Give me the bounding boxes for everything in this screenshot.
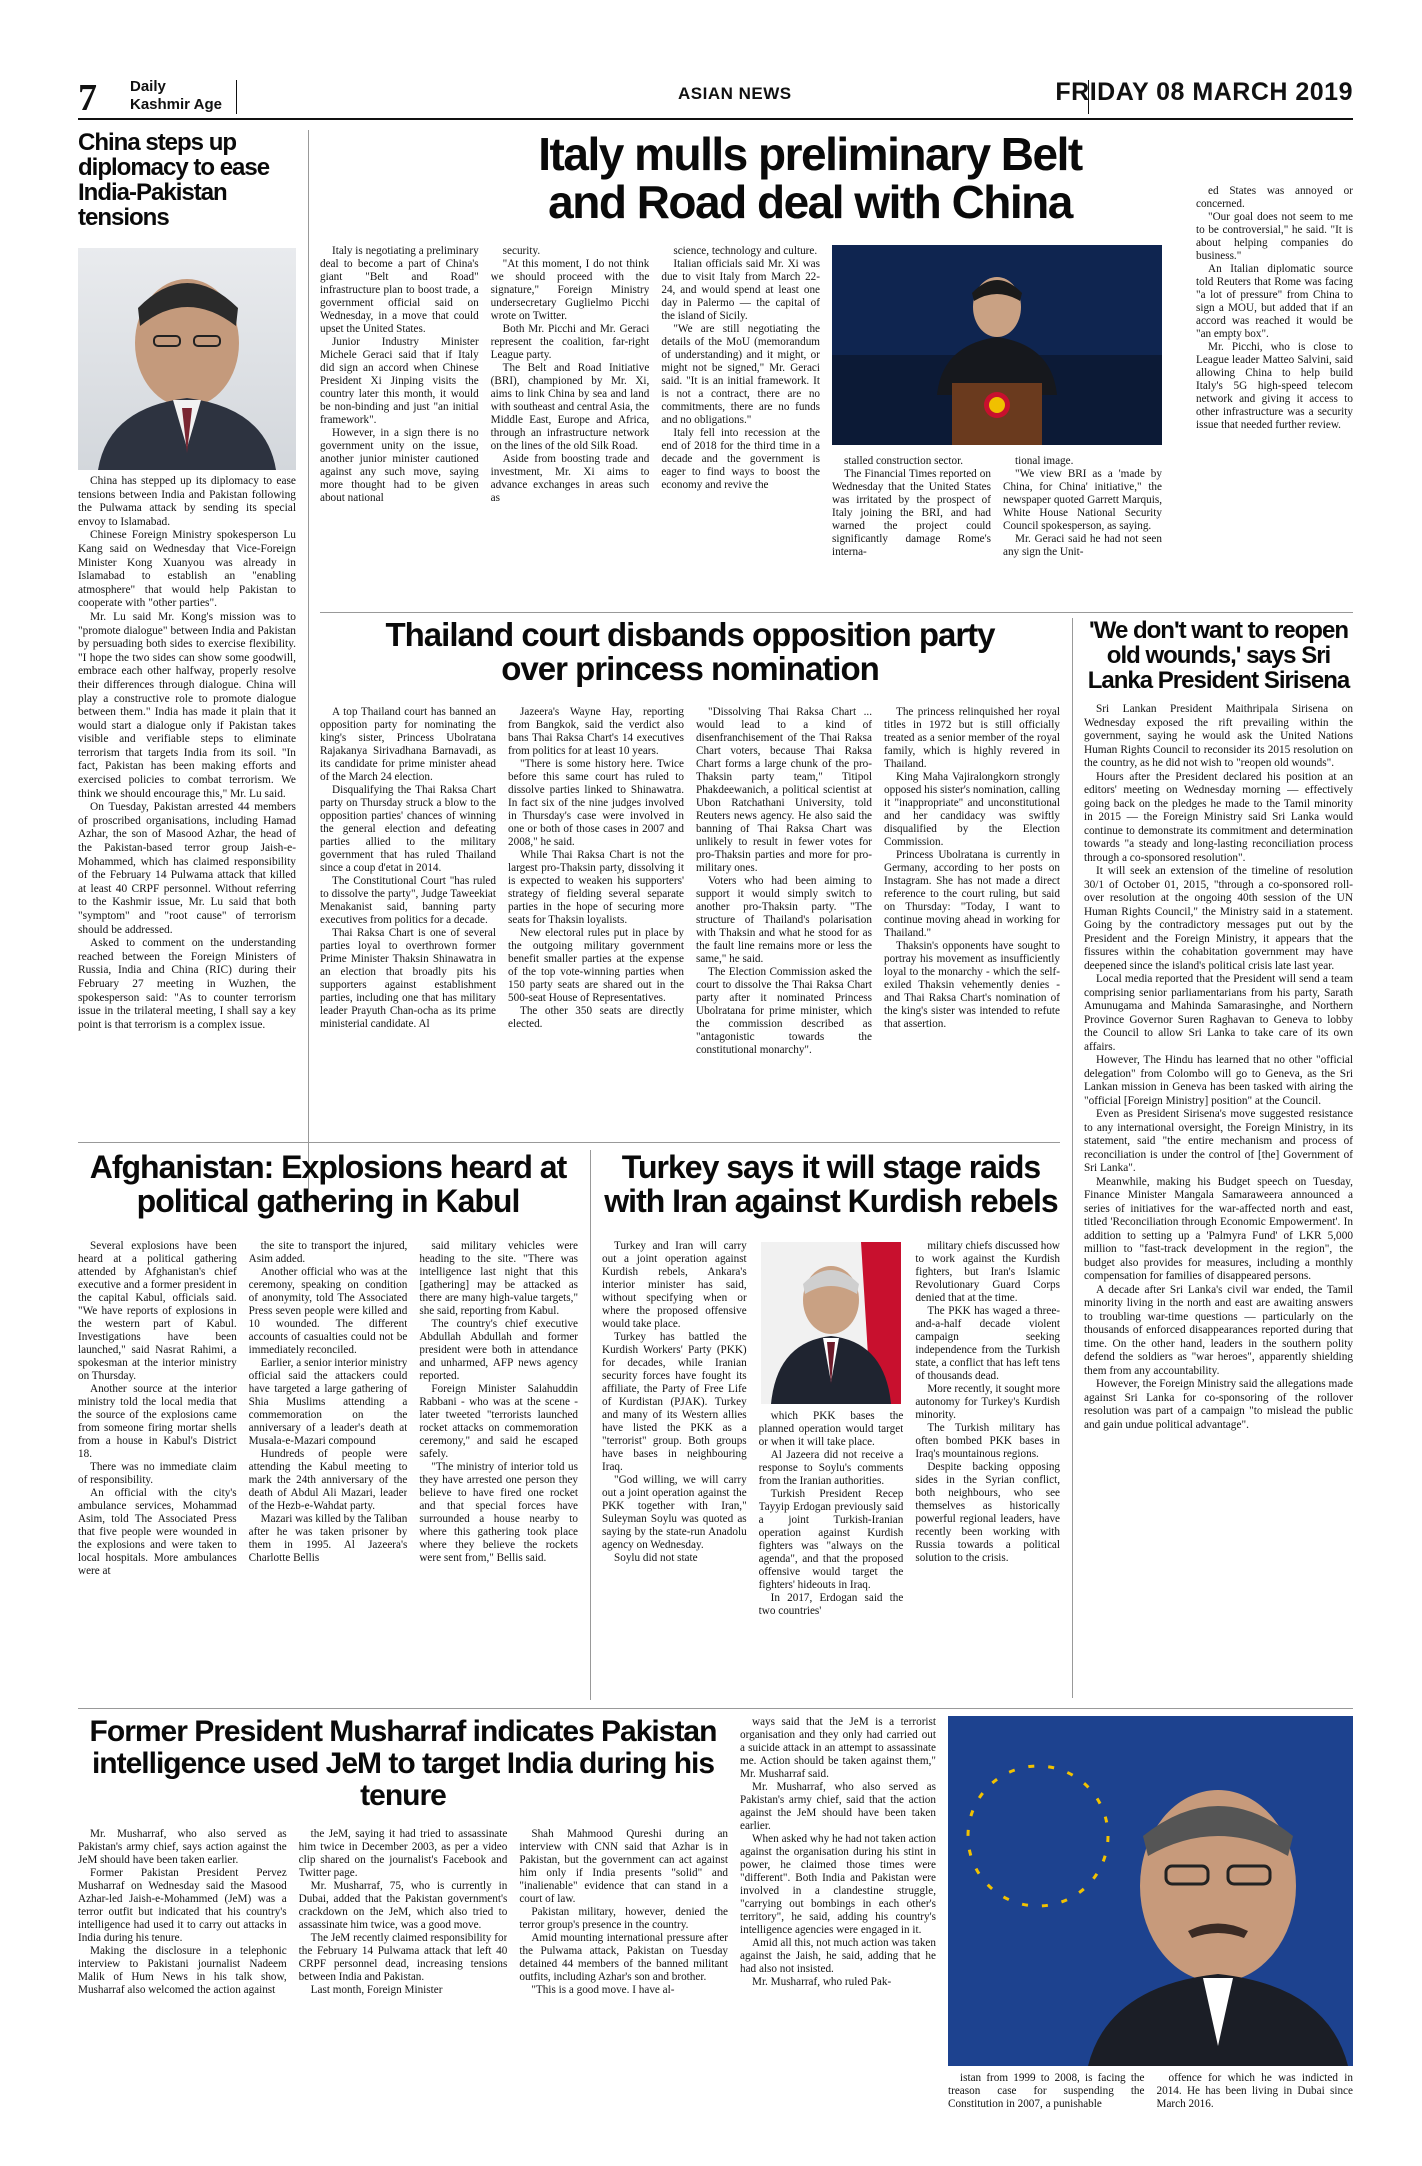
paragraph: The princess relinquished her royal titles in 1972 but is still officially treated as a senior member of the royal family, which is highly revered in Thailand. bbox=[884, 706, 1060, 770]
paragraph: Italian officials said Mr. Xi was due to visit Italy from March 22-24, and would spend at least one day in Palermo — the capital of the island of Sicily. bbox=[661, 258, 821, 322]
paragraph: Al Jazeera did not receive a response to Soylu's comments from the Iranian authorities. bbox=[758, 1449, 904, 1487]
musharraf-column-3 bbox=[519, 1828, 728, 2133]
masthead bbox=[78, 74, 1353, 120]
paragraph: security. bbox=[502, 245, 541, 257]
afghanistan-column-2 bbox=[249, 1240, 408, 1695]
paragraph: Asked to comment on the understanding reached between the Foreign Ministers of Russia, India and China (RIC) during their February 27 meeting in Wuzhen, the spokesperson said: "As to counter terrorism issue in the trilateral meeting, I shall say a key point is that terrorism is a complex issue. bbox=[78, 937, 296, 1031]
paragraph: Meanwhile, making his Budget speech on Tuesday, Finance Minister Mangala Samaraweera announced a series of initiatives for the war-affected north and east, titled 'Reconciliation through Economic Empowerment'. In addition to setting up a 'Palmyra Fund' of LKR 5,000 million to "fast-track development in the region", the budget also provides for measures, including a monthly compensation for families of disappeared persons. bbox=[1084, 1175, 1353, 1282]
thailand-column-3 bbox=[696, 706, 872, 1131]
paragraph: Several explosions have been heard at a political gathering attended by Afghanistan's chief executive and a former president in the capital Kabul, officials said. "We have reports of explosions in the western part of Kabul. Investigations have been launched," said Nasrat Rahimi, a spokesman at the interior ministry on Thursday. bbox=[78, 1240, 237, 1382]
photo-musharraf bbox=[948, 1716, 1353, 2066]
story-china-body bbox=[78, 475, 296, 1210]
paragraph: offence for which he was indicted in 2014. He has been living in Dubai since March 2016. bbox=[1156, 2072, 1353, 2110]
paragraph: Mr. Musharraf, 75, who is currently in Dubai, added that the Pakistan government's crackdown on the JeM, which also tried to assassinate him twice, was a good move. bbox=[298, 1880, 508, 1931]
paragraph: The JeM recently claimed responsibility for the February 14 Pulwama attack that left 40 CRPF personnel dead, increasing tensions between India and Pakistan. bbox=[298, 1932, 508, 1983]
paragraph: "God willing, we will carry out a joint operation against the PKK together with Iran," Suleyman Soylu was quoted as saying by the state-run Anadolu agency on Wednesday. bbox=[602, 1474, 747, 1551]
page-number: 7 bbox=[78, 77, 97, 119]
paragraph: Amid all this, not much action was taken against the Jaish, he said, adding that he had also not insisted. bbox=[740, 1937, 936, 1975]
headline-musharraf: Former President Musharraf indicates Pakistan intelligence used JeM to target India during his tenure bbox=[89, 1715, 717, 1812]
paragraph: The Financial Times reported on Wednesday that the United States was irritated by the prospect of Italy joining the BRI, and had warned the project could significantly damage Rome's interna- bbox=[832, 468, 991, 558]
paper-name-line2: Kashmir Age bbox=[130, 96, 222, 113]
masthead-separator bbox=[236, 80, 237, 114]
afghanistan-column-1 bbox=[78, 1240, 237, 1695]
paragraph: Junior Industry Minister Michele Geraci said that if Italy did sign an accord when Chinese President Xi Jinping visits the country later this month, it would be non-binding and just "an initial framework". bbox=[320, 336, 479, 426]
section-rule bbox=[78, 1708, 1353, 1709]
paper-name-line1: Daily bbox=[130, 78, 166, 95]
paragraph: Former Pakistan President Pervez Musharraf on Wednesday said the Masood Azhar-led Jaish-e-Mohammed (JeM) was a terror outfit but indicated that his country's intelligence had used it to carry out attacks in India during his tenure. bbox=[78, 1867, 287, 1944]
paragraph: King Maha Vajiralongkorn strongly opposed his sister's nomination, calling it "inappropriate" and unconstitutional and her candidacy was swiftly disqualified by the Election Commission. bbox=[884, 771, 1060, 848]
paragraph: On Tuesday, Pakistan arrested 44 members of proscribed organisations, including Hamad Azhar, the son of Masood Azhar, the head of the Pakistan-based terror group Jaish-e-Mohammed, which has claimed responsibility of the February 14 Pulwama attack that killed at least 40 CRPF personnel. Without referring to the Kashmir issue, Mr. Lu said that both "symptom" and "root cause" of terrorism should be addressed. bbox=[78, 801, 296, 936]
story-srilanka bbox=[1084, 618, 1353, 1698]
paragraph: Disqualifying the Thai Raksa Chart party on Thursday struck a blow to the opposition parties' chances of winning the general election and defeating parties allied to the military government that has ruled Thailand since a coup d'etat in 2014. bbox=[320, 784, 496, 874]
paragraph: Local media reported that the President will send a team comprising senior parliamentarians from his party, Sarath Amunugama and Mahinda Samarasinghe, and Northern Province Governor Suren Raghavan to Geneva to lobby the Council to allow Sri Lanka to take care of its own affairs. bbox=[1084, 973, 1353, 1053]
paragraph: istan from 1999 to 2008, is facing the treason case for suspending the Constitution in 2007, a punishable bbox=[948, 2072, 1145, 2110]
thailand-column-2 bbox=[508, 706, 684, 1131]
headline-afghanistan: Afghanistan: Explosions heard at political gathering in Kabul bbox=[89, 1149, 567, 1219]
paragraph: Despite backing opposing sides in the Syrian conflict, both neighbours, who see themselves as historically powerful regional leaders, have recently been working with Russia towards a political solution to the crisis. bbox=[915, 1461, 1061, 1564]
column-rule bbox=[308, 130, 309, 1210]
paragraph: Another source at the interior ministry told the local media that the source of the explosions came from someone firing mortar shells from a house in Kabul's District 18. bbox=[78, 1383, 237, 1460]
paragraph: The Election Commission asked the court to dissolve the Thai Raksa Chart party after it nominated Princess Ubolratana for prime minister, which the commission described as "antagonistic towards the constitutional monarchy". bbox=[696, 966, 872, 1056]
afghanistan-column-3 bbox=[419, 1240, 578, 1695]
china-body-column bbox=[78, 475, 296, 1210]
musharraf-column-6 bbox=[1157, 2072, 1354, 2133]
paragraph: ed States was annoyed or concerned. bbox=[1196, 185, 1353, 210]
paragraph: Mr. Musharraf, who ruled Pak- bbox=[752, 1976, 892, 1988]
portrait-icon bbox=[948, 1716, 1353, 2066]
italy-column-1 bbox=[320, 245, 479, 605]
paragraph: "This is a good move. I have al- bbox=[531, 1984, 675, 1996]
paragraph: Another official who was at the ceremony, speaking on condition of anonymity, told The Associated Press seven people were killed and 10 wounded. The different accounts of casualties could not be immediately reconciled. bbox=[248, 1266, 408, 1356]
paragraph: China has stepped up its diplomacy to ease tensions between India and Pakistan following the Pulwama attack by sending its special envoy to Islamabad. bbox=[78, 475, 296, 528]
paragraph: which PKK bases the planned operation would target or when it will take place. bbox=[758, 1410, 904, 1448]
portrait-icon bbox=[761, 1242, 901, 1404]
italy-column-4 bbox=[832, 455, 991, 605]
paragraph: said military vehicles were heading to the site. "There was intelligence last night that this [gathering] may be attacked as there are many high-value targets," she said, reporting from Kabul. bbox=[419, 1240, 579, 1317]
paragraph: Mr. Musharraf, who also served as Pakistan's army chief, said that the action against the JeM should have been taken earlier. bbox=[740, 1781, 936, 1832]
paragraph: More recently, it sought more autonomy for Turkey's Kurdish minority. bbox=[915, 1383, 1061, 1421]
paragraph: Mr. Picchi, who is close to League leader Matteo Salvini, said allowing China to help build Italy's 5G high-speed telecom network and giving it access to other infrastructure was a security issue that needed further review. bbox=[1196, 341, 1353, 431]
portrait-icon bbox=[78, 248, 296, 470]
headline-china: China steps up diplomacy to ease India-Pakistan tensions bbox=[78, 129, 270, 231]
paragraph: Princess Ubolratana is currently in Germany, according to her posts on Instagram. She has not made a direct reference to the court ruling, but said on Thursday: "Today, I want to continue moving ahead in working for Thailand." bbox=[884, 849, 1060, 939]
musharraf-column-1 bbox=[78, 1828, 287, 2133]
paragraph: "There is some history here. Twice before this same court has ruled to dissolve parties linked to Shinawatra. In fact six of the nine judges involved in Thursday's case were involved in one or both of those cases in 2007 and 2008," he said. bbox=[508, 758, 684, 848]
paragraph: The country's chief executive Abdullah Abdullah and former president were both in attendance and unharmed, AFP news agency reported. bbox=[419, 1318, 579, 1382]
paragraph: Mr. Musharraf, who also served as Pakistan's army chief, says action against the JeM should have been taken earlier. bbox=[78, 1828, 287, 1866]
section-label: ASIAN NEWS bbox=[678, 84, 792, 103]
paragraph: ways said that the JeM is a terrorist organisation and they only had carried out a suicide attack in an attempt to assassinate me. Action should be taken against them," Mr. Musharraf said. bbox=[740, 1716, 936, 1780]
paragraph: Both Mr. Picchi and Mr. Geraci represent the coalition, far-right League party. bbox=[490, 323, 650, 361]
paragraph: Turkish President Recep Tayyip Erdogan previously said a joint Turkish-Iranian operation against Kurdish fighters was "always on the agenda", and that the proposed offensive would target the fighters' hideouts in Iraq. bbox=[758, 1488, 904, 1591]
paragraph: Earlier, a senior interior ministry official said the attackers could have targeted a large gathering of Shia Muslims attending a commemoration on the anniversary of a leader's death at Musala-e-Mazari compound bbox=[248, 1357, 408, 1447]
paragraph: Mr. Geraci said he had not seen any sign the Unit- bbox=[1003, 533, 1162, 558]
paragraph: The other 350 seats are directly elected. bbox=[508, 1005, 684, 1030]
photo-xi-jinping bbox=[832, 245, 1162, 445]
paragraph: Chinese Foreign Ministry spokesperson Lu Kang said on Wednesday that Vice-Foreign Minister Kong Xuanyou was already in Islamabad to establish an "enabling atmosphere" that would help Pakistan to cooperate with "other parties". bbox=[78, 529, 296, 610]
paragraph: The Constitutional Court "has ruled to dissolve the party", Judge Taweekiat Menakanist said, banning party executives from politics for a decade. bbox=[320, 875, 496, 926]
paragraph: Foreign Minister Salahuddin Rabbani - who was at the scene - later tweeted "terrorists launched rocket attacks on commemoration ceremony," and said he escaped safely. bbox=[419, 1383, 579, 1460]
turkey-column-3 bbox=[915, 1240, 1060, 1695]
paragraph: However, in a sign there is no government unity on the issue, another junior minister cautioned against any such move, saying more thought had to be given about national bbox=[320, 427, 479, 504]
photo-podium-icon bbox=[832, 245, 1162, 445]
paragraph: A decade after Sri Lanka's civil war ended, the Tamil minority living in the north and east are awaiting answers to troubling war-time questions — particularly on the thousands of enforced disappearances reported during that time. On the other hand, leaders in the southern polity defend the soldiers as "war heroes", apparently shielding them from any accountability. bbox=[1084, 1283, 1353, 1377]
paragraph: There was no immediate claim of responsibility. bbox=[78, 1461, 237, 1486]
paragraph: stalled construction sector. bbox=[844, 455, 963, 467]
story-afghanistan bbox=[78, 1150, 578, 1700]
paragraph: In 2017, Erdogan said the two countries' bbox=[758, 1592, 904, 1617]
paragraph: science, technology and culture. bbox=[673, 245, 818, 257]
italy-column-2 bbox=[491, 245, 650, 605]
paragraph: "At this moment, I do not think we should proceed with the signature," Foreign Ministry undersecretary Guglielmo Picchi wrote on Twitter. bbox=[490, 258, 650, 322]
paragraph: Jazeera's Wayne Hay, reporting from Bangkok, said the verdict also bans Thai Raksa Chart's 14 executives from politics for at least 10 years. bbox=[508, 706, 684, 757]
paper-name bbox=[130, 78, 222, 114]
issue-date: FRIDAY 08 MARCH 2019 bbox=[1055, 78, 1353, 106]
paragraph: The Turkish military has often bombed PKK bases in Iraq's mountainous regions. bbox=[915, 1422, 1061, 1460]
paragraph: Thai Raksa Chart is one of several parties loyal to overthrown former Prime Minister Thaksin Shinawatra in an election that broadly pits his supporters against establishment parties, including one that has military leader Prayuth Chan-ocha as its prime ministerial candidate. Al bbox=[320, 927, 496, 1030]
section-rule bbox=[320, 612, 1353, 613]
paragraph: the JeM, saying it had tried to assassinate him twice in December 2003, as per a video clip shared on the journalist's Facebook and Twitter page. bbox=[298, 1828, 508, 1879]
paragraph: "We are still negotiating the details of the MoU (memorandum of understanding) and it might, or might not be signed," Mr. Geraci said. "It is an initial framework. It is not a contract, there are no commitments, there are no funds and no obligations." bbox=[661, 323, 821, 426]
paragraph: Soylu did not state bbox=[614, 1552, 698, 1564]
story-italy bbox=[320, 130, 1353, 610]
musharraf-column-2 bbox=[299, 1828, 508, 2133]
paragraph: Thaksin's opponents have sought to portray his movement as insufficiently loyal to the monarchy - which the self-exiled Thaksin vehemently denies - and Thai Raksa Chart's nomination of the king's sister was intended to refute that assertion. bbox=[884, 940, 1060, 1030]
paragraph: "We view BRI as a 'made by China, for China' initiative," the newspaper quoted Garrett Marquis, White House National Security Council spokesperson, as saying. bbox=[1003, 468, 1162, 532]
paragraph: Voters who had been aiming to support it would simply switch to another pro-Thaksin party. "The structure of Thailand's polarisation with Thaksin and what he stood for as the fault line remains more or less the same," he said. bbox=[696, 875, 872, 965]
paragraph: Mr. Lu said Mr. Kong's mission was to "promote dialogue" between India and Pakistan by persuading both sides to exercise flexibility. "I hope the two sides can show some goodwill, embrace each other halfway, properly resolve their differences through dialogue. China will play a constructive role to promote dialogue between them." India has made it plain that it would start a dialogue only if Pakistan takes visible and verifiable steps to eliminate terrorism that targets India from its soil. "In fact, Pakistan has been making efforts and exercised policies to combat terrorism. We think we should encourage this," Mr. Lu said. bbox=[78, 610, 296, 800]
paragraph: "The ministry of interior told us they have arrested one person they believe to have fired one rocket and that special forces have surrounded a house nearby to where this gathering took place where they believe the rockets were sent from," Bellis said. bbox=[419, 1461, 579, 1564]
paragraph: Turkey and Iran will carry out a joint operation against Kurdish rebels, Ankara's interior minister has said, without specifying when or where the proposed offensive would take place. bbox=[602, 1240, 747, 1330]
paragraph: An Italian diplomatic source told Reuters that Rome was facing "a lot of pressure" from China to sign a MOU, but added that if an accord was reached it would be "an empty box". bbox=[1196, 263, 1353, 340]
paragraph: It will seek an extension of the timeline of resolution 30/1 of October 01, 2015, "through a co-sponsored roll-over resolution at the ongoing 40th session of the UN Human Rights Council," the Ministry said in a statement. Going by the contradictory messages put out by the President and the Foreign Ministry, it appears that the fissures within the cohabitation government may have deepened since the island's political crisis late last year. bbox=[1084, 865, 1353, 972]
paragraph: Hours after the President declared his position at an editors' meeting on Wednesday morning — effectively going back on the pledges he made to the Tamil minority in 2015 — the Foreign Ministry said Sri Lanka would continue to demonstrate its commitment and determination towards "a steady and long-lasting reconciliation process through a co-sponsored resolution". bbox=[1084, 770, 1353, 864]
italy-column-5 bbox=[1003, 455, 1162, 605]
paragraph: military chiefs discussed how to work against the Kurdish fighters, but Iran's Islamic Revolutionary Guard Corps denied that at the time. bbox=[915, 1240, 1061, 1304]
paragraph: However, the Foreign Ministry said the allegations made against Sri Lanka for co-sponsoring of the rollover resolution was part of a campaign "to mislead the public and gain undue political advantage". bbox=[1084, 1378, 1353, 1431]
story-thailand bbox=[320, 618, 1060, 1138]
paragraph: Turkey has battled the Kurdish Workers' Party (PKK) for decades, while Iranian security forces have fought its affiliate, the Party of Free Life of Kurdistan (PJAK). Turkey and many of its Western allies have listed the PKK as a "terrorist" group. Both groups have bases in neighbouring Iraq. bbox=[602, 1331, 747, 1473]
paragraph: While Thai Raksa Chart is not the largest pro-Thaksin party, dissolving it is expected to weaken his supporters' strategy of fielding several separate parties in the hope of securing more seats for Thaksin loyalists. bbox=[508, 849, 684, 926]
musharraf-column-5 bbox=[948, 2072, 1145, 2133]
paragraph: A top Thailand court has banned an opposition party for nominating the king's sister, Princess Ubolratana Rajakanya Sirivadhana Barnavadi, as its candidate for prime minister ahead of the March 24 election. bbox=[320, 706, 496, 783]
thailand-column-1 bbox=[320, 706, 496, 1131]
column-rule bbox=[1072, 618, 1073, 1698]
paragraph: Last month, Foreign Minister bbox=[310, 1984, 443, 1996]
paragraph: An official with the city's ambulance services, Mohammad Asim, told The Associated Press that five people were wounded in the explosions and were taken to local hospitals. More ambulances were at bbox=[78, 1487, 237, 1577]
paragraph: New electoral rules put in place by the outgoing military government benefit smaller parties at the expense of the top vote-winning parties when 150 party seats are shared out in the 500-seat House of Representatives. bbox=[508, 927, 684, 1004]
paragraph: Aside from boosting trade and investment, Mr. Xi aims to advance exchanges in areas such as bbox=[490, 453, 650, 504]
story-musharraf bbox=[78, 1716, 1353, 2136]
paragraph: The PKK has waged a three-and-a-half decade violent campaign seeking independence from the Turkish state, a conflict that has left tens of thousands dead. bbox=[915, 1305, 1061, 1382]
story-turkey bbox=[602, 1150, 1060, 1700]
headline-turkey: Turkey says it will stage raids with Iran against Kurdish rebels bbox=[604, 1149, 1058, 1219]
paragraph: Amid mounting international pressure after the Pulwama attack, Pakistan on Tuesday detained 44 members of the banned militant outfits, including Azhar's son and brother. bbox=[519, 1932, 729, 1983]
headline-italy: Italy mulls preliminary Belt and Road deal with China bbox=[538, 128, 1082, 228]
column-rule bbox=[590, 1150, 591, 1700]
paragraph: Shah Mahmood Qureshi during an interview with CNN said that Azhar is in Pakistan, but the government can act against him only if India presents "solid" and "inalienable" evidence that can stand in a court of law. bbox=[519, 1828, 729, 1905]
paragraph: tional image. bbox=[1015, 455, 1074, 467]
paragraph: the site to transport the injured, Asim added. bbox=[248, 1240, 408, 1265]
paragraph: However, The Hindu has learned that no other "official delegation" from Colombo will go to Geneva, as the Sri Lankan mission in Geneva has been tasked with airing the "official [Foreign Ministry] position" at the Council. bbox=[1084, 1054, 1353, 1107]
section-rule bbox=[78, 1142, 1060, 1143]
paragraph: Pakistan military, however, denied the terror group's presence in the country. bbox=[519, 1906, 729, 1931]
paragraph: "Our goal does not seem to me to be controversial," he said. "It is about helping companies do business." bbox=[1196, 211, 1353, 262]
paragraph: Hundreds of people were attending the Kabul meeting to mark the 24th anniversary of the death of Abdul Ali Mazari, leader of the Hezb-e-Wahdat party. bbox=[248, 1448, 408, 1512]
paragraph: Sri Lankan President Maithripala Sirisena on Wednesday exposed the rift prevailing within the government, saying he would ask the United Nations Human Rights Council to reconsider its 2015 resolution on the country, as he did not wish to "reopen old wounds". bbox=[1084, 703, 1353, 769]
paragraph: Even as President Sirisena's move suggested resistance to any international oversight, the Foreign Ministry, in its statement, said "the entire mechanism and process of reconciliation is under the control of [the] Government of Sri Lanka". bbox=[1084, 1108, 1353, 1174]
thailand-column-4 bbox=[884, 706, 1060, 1131]
paragraph: "Dissolving Thai Raksa Chart ... would lead to a kind of disenfranchisement of the Thai Raksa Chart voters, because Thai Raksa Chart forms a large chunk of the pro-Thaksin party team," Titipol Phakdeewanich, a political scientist at Ubon Ratchathani University, told Reuters news agency. He also said the banning of Thai Raksa Chart was unlikely to result in fewer votes for pro-Thaksin parties and more for pro-military ones. bbox=[696, 706, 872, 874]
paragraph: Italy is negotiating a preliminary deal to become a part of China's giant "Belt and Road" infrastructure plan to boost trade, a government official said on Wednesday, in a move that could upset the United States. bbox=[320, 245, 479, 335]
headline-srilanka: 'We don't want to reopen old wounds,' says Sri Lanka President Sirisena bbox=[1087, 617, 1350, 694]
paragraph: Mazari was killed by the Taliban after he was taken prisoner by them in 1995. Al Jazeera's Charlotte Bellis bbox=[248, 1513, 408, 1564]
srilanka-column bbox=[1084, 703, 1353, 1678]
paragraph: When asked why he had not taken action against the organisation during his stint in power, he claimed those times were "different". Both India and Pakistan were involved in a clandestine struggle, "carrying out bombings in each other's territory", he said, adding his country's intelligence agencies were engaged in it. bbox=[740, 1833, 936, 1936]
italy-column-3 bbox=[661, 245, 820, 605]
paragraph: Italy fell into recession at the end of 2018 for the third time in a decade and the government is eager to find ways to boost the economy and revive the bbox=[661, 427, 821, 491]
musharraf-column-4 bbox=[740, 1716, 936, 2133]
turkey-column-1 bbox=[602, 1240, 747, 1695]
photo-kong-xuanyou bbox=[78, 248, 296, 470]
paragraph: Making the disclosure in a telephonic interview to Pakistani journalist Nadeem Malik of Hum News in his talk show, Musharraf also welcomed the action against bbox=[78, 1945, 287, 1996]
italy-column-6 bbox=[1196, 185, 1353, 605]
headline-thailand: Thailand court disbands opposition party over princess nomination bbox=[385, 616, 995, 687]
paragraph: The Belt and Road Initiative (BRI), championed by Mr. Xi, aims to link China by sea and land with southeast and central Asia, the Middle East, Europe and Africa, through an infrastructure network on the lines of the old Silk Road. bbox=[490, 362, 650, 452]
photo-erdogan bbox=[761, 1242, 901, 1404]
